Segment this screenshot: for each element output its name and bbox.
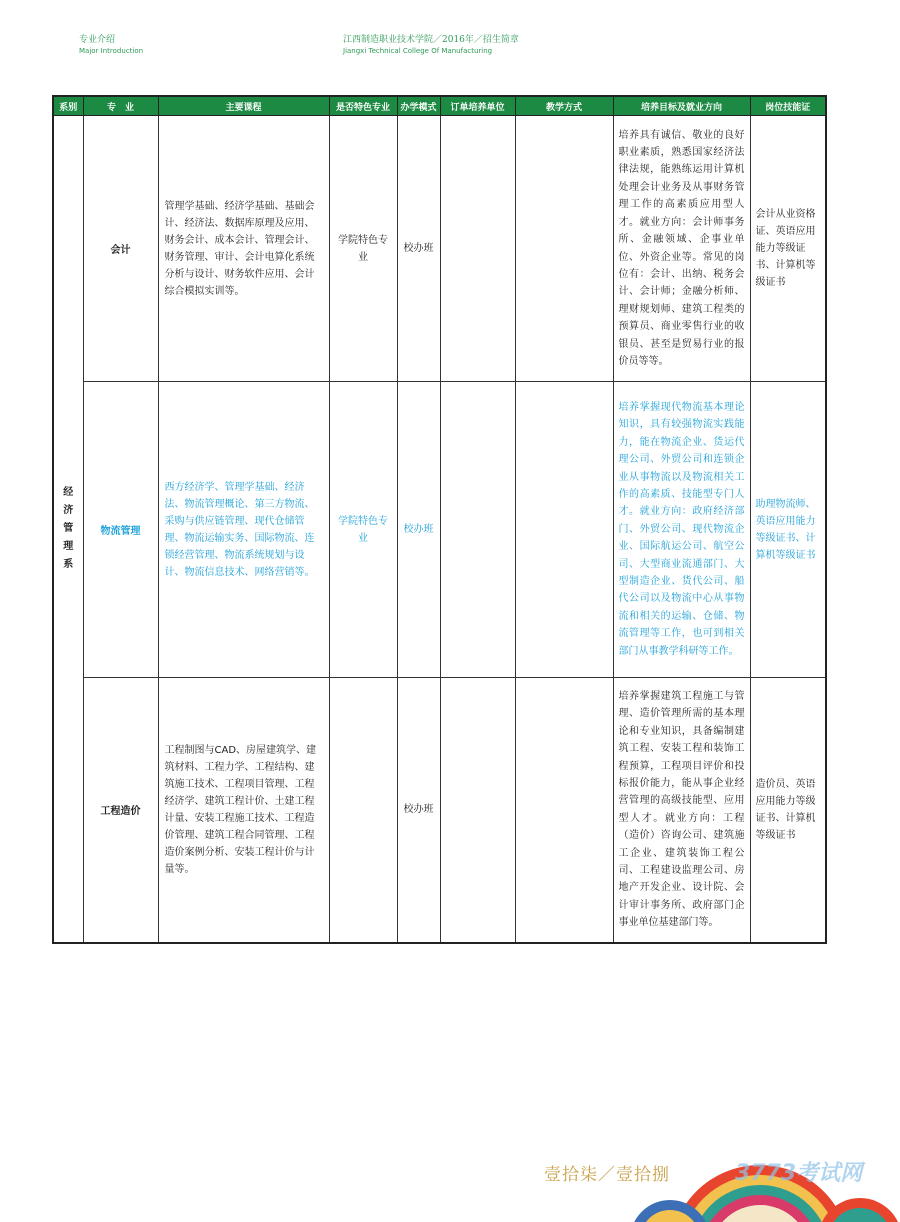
section-title-en: Major Introduction [79,47,144,55]
dept-char: 理 [63,540,74,552]
major-courses: 西方经济学、管理学基础、经济法、物流管理概论、第三方物流、采购与供应链管理、现代仓储管理、物流运输实务、国际物流、连锁经营管理、物流系统规划与设计、物流信息技术、网络营销等。 [158,382,329,678]
order-unit [440,382,515,678]
table-header-row [53,96,826,116]
table-row-logistics [53,382,826,678]
school-mode: 校办班 [397,382,440,678]
table-row-cost-engineering [53,678,826,943]
training-goal: 培养掌握建筑工程施工与管理、造价管理所需的基本理论和专业知识，具备编制建筑工程、安装工程和装饰工程预算，工程项目评价和投标报价能力，能从事企业经营管理的高级技能型、应用型人才。就业方向：工程（造价）咨询公司、建筑施工企业、建筑装饰工程公司、工程建设监理公司、房地产开发企业、设计院、会计审计事务所、政府部门企事业单位基建部门等。 [613,678,750,943]
college-title-en: Jiangxi Technical College Of Manufacturing [343,47,493,55]
skill-certificate: 会计从业资格证、英语应用能力等级证书、计算机等级证书 [750,116,826,382]
col-header-mode: 办学模式 [397,96,440,116]
table-row-accounting [53,116,826,382]
skill-certificate: 造价员、英语应用能力等级证书、计算机等级证书 [750,678,826,943]
dept-char: 管 [63,522,74,534]
col-header-featured: 是否特色专业 [329,96,397,116]
major-name: 工程造价 [83,678,158,943]
major-courses: 管理学基础、经济学基础、基础会计、经济法、数据库原理及应用、财务会计、成本会计、管理会计、财务管理、审计、会计电算化系统分析与设计、财务软件应用、会计综合模拟实训等。 [158,116,329,382]
featured-status [329,678,397,943]
order-unit [440,116,515,382]
teaching-method [515,116,613,382]
page-number-label: 壹拾柒／壹拾捌 [544,1165,670,1185]
section-title-cn: 专业介绍 [79,35,116,45]
skill-certificate: 助理物流师、英语应用能力等级证书、计算机等级证书 [750,382,826,678]
featured-status: 学院特色专业 [329,382,397,678]
col-header-goal: 培养目标及就业方向 [613,96,750,116]
major-table [52,95,827,944]
college-title-cn: 江西制造职业技术学院／2016年／招生简章 [343,35,519,45]
college-header [343,34,519,56]
dept-char: 济 [63,504,74,516]
col-header-teaching: 教学方式 [515,96,613,116]
section-header [79,34,143,56]
teaching-method [515,678,613,943]
col-header-dept: 系别 [53,96,83,116]
major-name: 会计 [83,116,158,382]
teaching-method [515,382,613,678]
col-header-cert: 岗位技能证 [750,96,826,116]
col-header-courses: 主要课程 [158,96,329,116]
col-header-order-unit: 订单培养单位 [440,96,515,116]
training-goal: 培养掌握现代物流基本理论知识，具有较强物流实践能力，能在物流企业、货运代理公司、外贸公司和连锁企业从事物流以及物流相关工作的高素质、技能型专门人才。就业方向：政府经济部门、外贸公司、现代物流企业、国际航运公司、航空公司、大型商业流通部门、大型制造企业、货代公司、船代公司以及物流中心从事物流和相关的运输、仓储、物流管理等工作，也可到相关部门从事教学科研等工作。 [613,382,750,678]
order-unit [440,678,515,943]
dept-char: 经 [63,486,74,498]
major-courses: 工程制图与CAD、房屋建筑学、建筑材料、工程力学、工程结构、建筑施工技术、工程项目管理、工程经济学、建筑工程计价、土建工程计量、安装工程施工技术、工程造价管理、建筑工程合同管理、工程造价案例分析、安装工程计价与计量等。 [158,678,329,943]
school-mode: 校办班 [397,116,440,382]
watermark: 3773考试网 [735,1161,863,1186]
major-name: 物流管理 [83,382,158,678]
col-header-major: 专 业 [83,96,158,116]
school-mode: 校办班 [397,678,440,943]
training-goal: 培养具有诚信、敬业的良好职业素质，熟悉国家经济法律法规，能熟练运用计算机处理会计业务及从事财务管理工作的高素质应用型人才。就业方向：会计师事务所、金融领域、企事业单位、外资企业等。常见的岗位有：会计、出纳、税务会计、会计师；金融分析师、理财规划师、建筑工程类的预算员、商业零售行业的收银员、甚至是贸易行业的报价员等等。 [613,116,750,382]
featured-status: 学院特色专业 [329,116,397,382]
department-cell [53,116,83,943]
dept-char: 系 [63,558,74,570]
